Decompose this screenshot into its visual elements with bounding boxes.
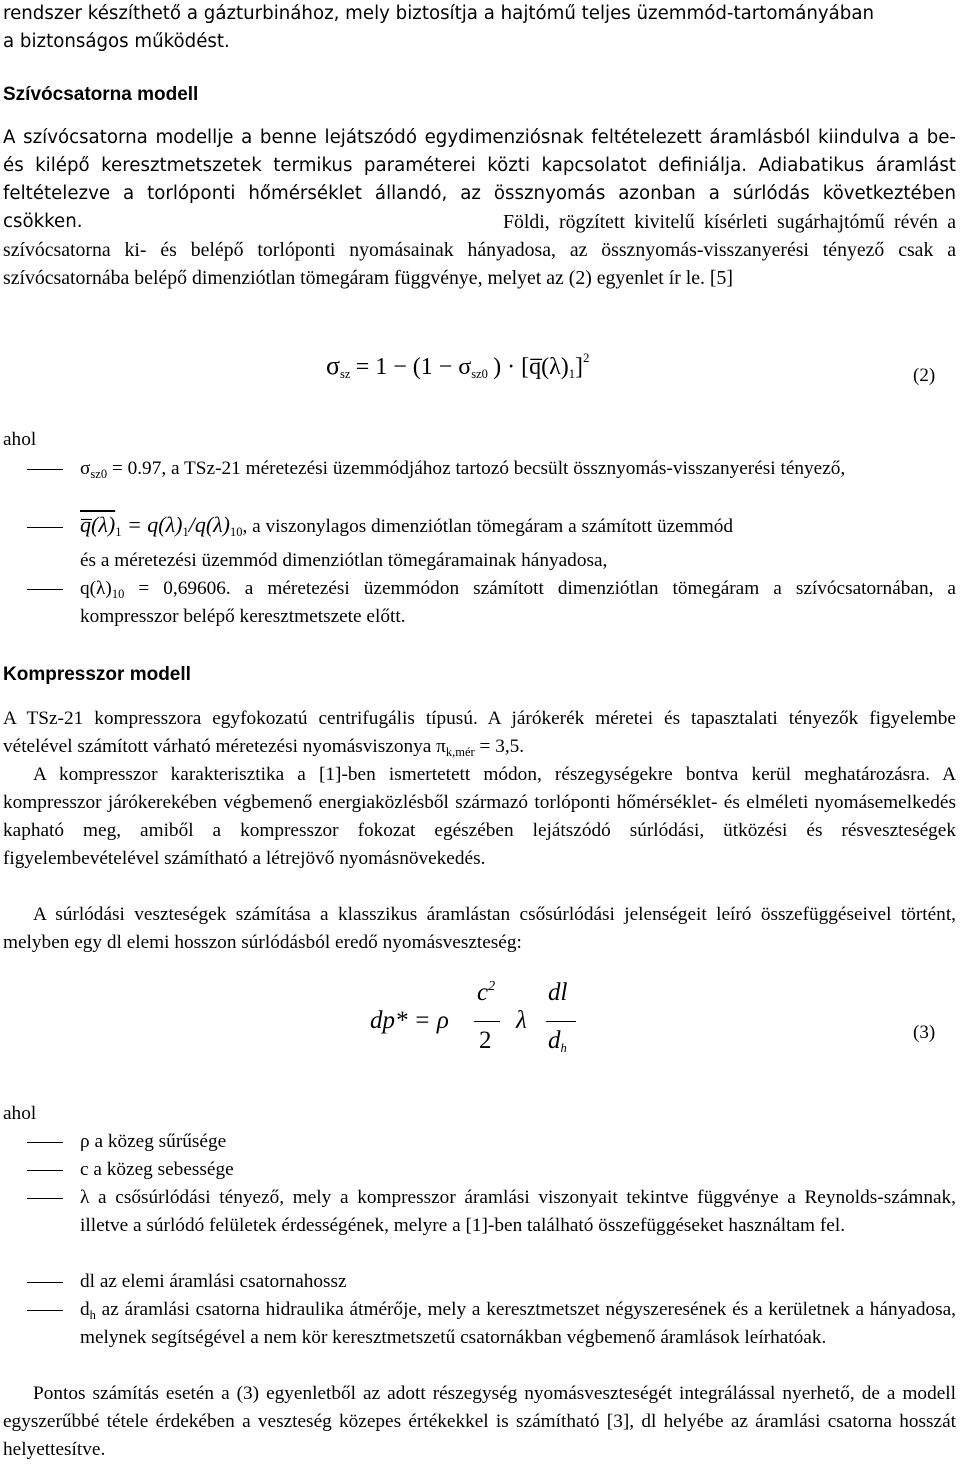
- definition-rho: ρ a közeg sűrűsége: [80, 1131, 227, 1152]
- paragraph-kompresszor-2: A kompresszor karakterisztika a [1]-ben ismertetett módon, részegységekre bontva kerül meghatározásra. A kompresszor járókerekében végbemenő energiaközlésből származó torlóponti hőmérséklet- és elméleti nyomásemelkedés kapható meg, amiből a kompresszor fokozat egészében lejátszódó súrlódási, ütközési és résveszteségek figyelembevételével számítható a létrejövő nyomásnövekedés.: [3, 764, 956, 869]
- list-dash: [27, 589, 63, 590]
- def1-text: = 0.97, a TSz-21 méretezési üzemmódjához tartozó becsült össznyomás-visszanyerési tényező,: [111, 458, 846, 479]
- intro-line-2: a biztonságos működést.: [3, 31, 230, 52]
- eq3-c: c: [477, 979, 489, 1006]
- definition-q-bar-cont: és a méretezési üzemmód dimenziótlan tömegáramainak hányadosa,: [80, 550, 608, 571]
- eq3-fraction-bar-1: [474, 1021, 500, 1022]
- definition-c: c a közeg sebessége: [80, 1159, 234, 1180]
- eq2-power: 2: [583, 350, 590, 365]
- eq3-d: d: [548, 1027, 561, 1054]
- def2-sub1: 1: [115, 525, 122, 539]
- definition-dh: [80, 1296, 956, 1352]
- def2-sub3: 10: [230, 525, 243, 539]
- eq2-bracket-close: ]: [575, 354, 584, 380]
- dh-sub: h: [89, 1308, 96, 1322]
- def1-sub: sz0: [90, 467, 108, 481]
- def2-slash: /q(λ): [188, 512, 231, 537]
- eq3-lambda: λ: [516, 1007, 527, 1034]
- ahol-label-2: ahol: [3, 1103, 37, 1124]
- list-dash: [27, 1310, 63, 1311]
- eq3-lhs: dp* = ρ: [370, 1007, 449, 1034]
- eq3-den2-sub: h: [560, 1041, 567, 1055]
- komp-para1-sub: k,mér: [445, 745, 475, 759]
- eq2-lhs: σ: [326, 351, 341, 380]
- eq3-den1: 2: [479, 1027, 492, 1054]
- eq3-pow: 2: [488, 979, 496, 994]
- list-dash: [27, 1170, 63, 1171]
- list-dash: [27, 1198, 63, 1199]
- ahol-label-1: ahol: [3, 429, 37, 450]
- komp-para1-a: A TSz-21 kompresszora egyfokozatú centrifugális típusú. A járókerék méretei és tapasztalati tényezők figyelembe vételével számított várható méretezési nyomásviszonya π: [3, 708, 956, 757]
- eq3-num1: [477, 979, 495, 1007]
- eq3-den2: [548, 1027, 567, 1055]
- eq2-sub-sz0: sz0: [471, 367, 488, 381]
- section-heading-kompresszor: Kompresszor modell: [3, 664, 191, 685]
- eq2-lhs-sub: sz: [340, 367, 351, 381]
- eq2-rhs-part1: = 1 − (1 − σ: [355, 354, 472, 380]
- equation-2: [326, 350, 590, 381]
- paragraph-kompresszor-4: Pontos számítás esetén a (3) egyenletből az adott részegység nyomásveszteségét integrálással nyerhető, de a modell egyszerűbbé tétele érdekében a veszteség közepes értékekkel is számítható [3], dl helyébe az áramlási csatorna hosszát helyettesítve.: [3, 1383, 956, 1460]
- def3-text: = 0,69606. a méretezési üzemmódon számított dimenziótlan tömegáram a szívócsatornában, a kompresszor belépő keresztmetszete előtt.: [80, 578, 956, 627]
- def2-mid: = q(λ): [121, 512, 183, 537]
- eq2-rhs-part2: ) · [q̅(λ): [493, 354, 569, 380]
- definition-dl: dl az elemi áramlási csatornahossz: [80, 1271, 347, 1292]
- list-dash: [27, 527, 63, 528]
- equation-3: [370, 975, 610, 1075]
- definition-q-bar: [80, 511, 956, 541]
- paragraph-kompresszor-3: A súrlódási veszteségek számítása a klasszikus áramlástan csősúrlódási jelenségeit leíró összefüggéseivel történt, melyben egy dl elemi hosszon súrlódásból eredő nyomásveszteség:: [3, 904, 956, 953]
- paragraph-szivocsatorna-2: Földi, rögzített kivitelű kísérleti sugárhajtómű révén a szívócsatorna ki- és belépő torlóponti nyomásainak hányadosa, az össznyomás-visszanyerési tényező csak a szívócsatornába belépő dimenziótlan tömegáram függvénye, melyet az (2) egyenlet ír le. [5]: [3, 211, 956, 289]
- def2-text: , a viszonylagos dimenziótlan tömegáram a számított üzemmód: [242, 516, 733, 537]
- intro-line-1: rendszer készíthető a gázturbinához, mely biztosítja a hajtómű teljes üzemmód-tartományában: [3, 3, 874, 24]
- definition-q-10: [80, 575, 956, 631]
- list-dash: [27, 469, 63, 470]
- list-dash: [27, 1282, 63, 1283]
- equation-2-number: (2): [913, 365, 936, 386]
- definition-lambda: λ a csősúrlódási tényező, mely a kompresszor áramlási viszonyait tekintve függvénye a Reynolds-számnak, illetve a súrlódó felületek érdességének, melyre a [1]-ben található összefüggéseket használtam fel.: [80, 1187, 956, 1236]
- eq2-sub-1: 1: [568, 367, 576, 381]
- def2-sub2: 1: [182, 525, 189, 539]
- dh-text: az áramlási csatorna hidraulika átmérője, mely a keresztmetszet négyszeresének és a kerületnek a hányadosa, melynek segítségével a nem kör keresztmetszetű csatornákban végbemenő áramlások leírhatóak.: [80, 1299, 956, 1348]
- paragraph-szivocsatorna-1: A szívócsatorna modellje a benne lejátszódó egydimenziósnak feltételezett áramlásból kiindulva a be- és kilépő keresztmetszetek termikus paraméterei közti kapcsolatot definiálja. Adiabatikus áramlást feltételezve a torlóponti hőmérséklet állandó, az össznyomás azonban a súrlódás következtében csökken.: [3, 127, 956, 232]
- list-dash: [27, 1142, 63, 1143]
- def1-symbol: σ: [80, 458, 91, 479]
- def2-symbol: q̅(λ): [80, 512, 116, 537]
- paragraph-kompresszor-1: [3, 705, 956, 761]
- equation-3-number: (3): [913, 1022, 936, 1043]
- definition-sigma-sz0: [80, 455, 956, 483]
- dh-symbol: d: [80, 1299, 90, 1320]
- eq3-fraction-bar-2: [546, 1021, 576, 1022]
- eq3-num2: dl: [548, 979, 568, 1006]
- komp-para1-b: = 3,5.: [474, 736, 525, 757]
- section-heading-szivocsatorna: Szívócsatorna modell: [3, 84, 199, 105]
- def3-sub: 10: [111, 587, 125, 601]
- def3-symbol: q(λ): [80, 578, 112, 599]
